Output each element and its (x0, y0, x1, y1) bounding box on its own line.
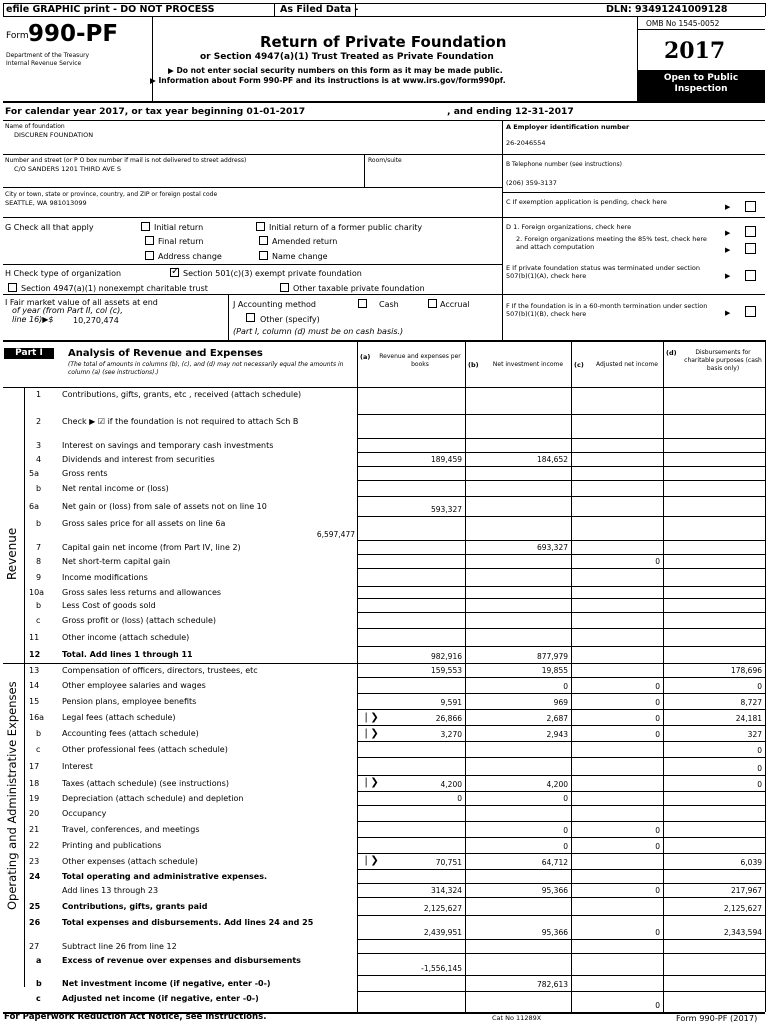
line-number: 13 (29, 665, 40, 675)
col-c-header: Adjusted net income (596, 361, 658, 368)
line-number: a (36, 956, 42, 965)
cash-basis-note: (Part I, column (d) must be on cash basis.) (233, 327, 404, 336)
line-label: Subtract line 26 from line 12 (62, 941, 177, 951)
i-fmv-label-3: line 16)▶$ (12, 315, 54, 324)
efile-banner: efile GRAPHIC print - DO NOT PROCESS (6, 4, 215, 15)
cell-col-a: 982,916 (430, 652, 462, 661)
line-label: Interest (62, 761, 93, 771)
cell-col-a: 2,125,627 (423, 904, 462, 913)
ein-label: A Employer identification number (506, 123, 630, 131)
street-label: Number and street (or P O box number if mail is not delivered to street address) (5, 157, 247, 164)
i-fmv-label-2: of year (from Part II, col (c), (12, 306, 123, 315)
line-label: Less Cost of goods sold (62, 600, 156, 610)
line-label: Gross profit or (loss) (attach schedule) (62, 615, 217, 625)
cell-col-b: 184,652 (536, 455, 568, 464)
open-to-public-badge: Open to Public Inspection (663, 73, 739, 94)
form-prefix: Form (6, 31, 29, 41)
form-title: Return of Private Foundation (260, 33, 507, 51)
other-taxable-label: Other taxable private foundation (293, 284, 425, 293)
cell-col-a: 3,270 (440, 730, 462, 739)
line-label: Excess of revenue over expenses and disbursements (62, 956, 301, 965)
line-label: Net short-term capital gain (62, 556, 171, 566)
cell-col-b: 2,943 (546, 730, 568, 739)
cell-col-b: 95,366 (541, 928, 568, 937)
calendar-year-line: For calendar year 2017, or tax year beginning 01-01-2017 (5, 106, 306, 117)
line-label: Other employee salaries and wages (62, 680, 206, 690)
cell-col-c: 0 (655, 557, 660, 566)
cell-col-a: -1,556,145 (421, 964, 462, 973)
d2-checkbox[interactable] (745, 243, 756, 254)
cell-col-a: 4,200 (440, 780, 462, 789)
line-number: 10a (29, 587, 45, 597)
col-b-tag: (b) (468, 361, 479, 369)
cell-col-d: 178,696 (730, 666, 762, 675)
line-number: b (36, 978, 42, 988)
line-label: Occupancy (62, 808, 107, 818)
line-number: 1 (36, 390, 42, 399)
line-label: Travel, conferences, and meetings (62, 824, 200, 834)
line-label: Other professional fees (attach schedule) (62, 744, 228, 754)
other-method-label: Other (specify) (260, 315, 320, 324)
cell-col-b: 877,979 (536, 652, 568, 661)
city-label: City or town, state or province, country, and ZIP or foreign postal code (5, 191, 218, 198)
j-accounting-label: J Accounting method (233, 300, 317, 309)
section-501c3-checkbox[interactable] (170, 268, 179, 277)
cell-col-d: 217,967 (730, 886, 762, 895)
col-a-header: Revenue and expenses per books (379, 353, 461, 368)
line-label: Total expenses and disbursements. Add lines 24 and 25 (62, 918, 314, 927)
phone-value: (206) 359-3137 (506, 179, 557, 187)
line-label: Other income (attach schedule) (62, 632, 190, 642)
line-label: Printing and publications (62, 840, 162, 850)
line-number: c (36, 744, 41, 754)
i-fmv-value: 10,270,474 (73, 316, 119, 325)
line-number: 6a (29, 501, 39, 511)
part1-note: (The total of amounts in columns (b), (c), and (d) may not necessarily equal the amounts in column (a) (see instructions).) (68, 361, 344, 376)
section-4947-checkbox[interactable] (8, 283, 17, 292)
cell-col-a: 26,866 (435, 714, 462, 723)
cell-col-b: 95,366 (541, 886, 568, 895)
other-taxable-checkbox[interactable] (280, 283, 289, 292)
address-change-checkbox[interactable] (145, 251, 154, 260)
f-60month-label: F If the foundation is in a 60-month termination under section 507(b)(1)(B), check here (506, 302, 708, 318)
line-number: 9 (36, 572, 42, 582)
accrual-checkbox[interactable] (428, 299, 437, 308)
amended-return-label: Amended return (272, 237, 338, 246)
cell-col-c: 0 (655, 698, 660, 707)
cell-col-d: 2,125,627 (723, 904, 762, 913)
i-fmv-label-1: I Fair market value of all assets at end (5, 298, 158, 307)
line-number: 2 (36, 417, 42, 426)
line-number: b (36, 519, 42, 528)
cell-col-a: 314,324 (430, 886, 462, 895)
line-number: 22 (29, 840, 40, 850)
cell-col-b: 693,327 (536, 543, 568, 552)
cell-col-d: 0 (757, 780, 762, 789)
line-label: Gross rents (62, 468, 108, 478)
line-number: 19 (29, 793, 40, 803)
line-label: Legal fees (attach schedule) (62, 712, 176, 722)
form-name: 990-PF (28, 21, 119, 47)
cell-col-a: 189,459 (430, 455, 462, 464)
line-label: Adjusted net income (if negative, enter -0-) (62, 994, 259, 1003)
foundation-name-label: Name of foundation (5, 123, 65, 130)
cash-label: Cash (379, 300, 399, 309)
line-label: Compensation of officers, directors, trustees, etc (62, 665, 258, 675)
line-label: Depreciation (attach schedule) and depletion (62, 793, 244, 803)
gross-sales-6b-value: 6,597,477 (316, 530, 355, 539)
line-label: Contributions, gifts, grants paid (62, 901, 208, 911)
cell-col-b: 0 (563, 682, 568, 691)
cell-col-b: 782,613 (536, 980, 568, 989)
line-number: b (36, 483, 42, 493)
cell-col-b: 0 (563, 794, 568, 803)
line-number: 18 (29, 778, 40, 788)
initial-return-former-label: Initial return of a former public charity (269, 223, 423, 232)
cell-col-d: 2,343,594 (723, 928, 762, 937)
attachment-icon[interactable]: ❘❯ (362, 712, 379, 723)
final-return-checkbox[interactable] (145, 236, 154, 245)
tax-year-ending: , and ending 12-31-2017 (447, 106, 574, 117)
line-number: 7 (36, 542, 42, 552)
cell-col-d: 24,181 (735, 714, 762, 723)
part1-title: Analysis of Revenue and Expenses (68, 348, 263, 359)
form-subtitle: or Section 4947(a)(1) Trust Treated as Private Foundation (200, 52, 494, 62)
form-footer-id: Form 990-PF (2017) (676, 1013, 758, 1023)
other-method-checkbox[interactable] (246, 313, 255, 322)
dept-treasury: Department of the Treasury (6, 52, 90, 59)
street-address: C/O SANDERS 1201 THIRD AVE S (14, 165, 122, 173)
line-label: Net rental income or (loss) (62, 483, 169, 493)
line-number: 23 (29, 856, 40, 866)
cell-col-b: 969 (553, 698, 568, 707)
col-c-tag: (c) (574, 361, 584, 369)
line-label: Capital gain net income (from Part IV, line 2) (62, 542, 241, 552)
cell-col-d: 0 (757, 682, 762, 691)
line-number: c (36, 994, 41, 1003)
attachment-icon[interactable]: ❘❯ (362, 728, 379, 739)
line-label: Net gain or (loss) from sale of assets not on line 10 (62, 501, 267, 511)
cell-col-b: 4,200 (546, 780, 568, 789)
part1-tag: Part I (4, 348, 54, 359)
line-number: 4 (36, 454, 42, 464)
cell-col-b: 64,712 (541, 858, 568, 867)
line-number: 15 (29, 696, 40, 706)
cell-col-c: 0 (655, 842, 660, 851)
cell-col-a: 70,751 (435, 858, 462, 867)
accrual-label: Accrual (440, 300, 470, 309)
line-number: 17 (29, 761, 40, 771)
cash-checkbox[interactable] (358, 299, 367, 308)
section-501c3-label: Section 501(c)(3) exempt private foundation (183, 269, 362, 278)
line-number: 3 (36, 440, 42, 450)
line-number: c (36, 615, 41, 625)
line-number: 11 (29, 632, 40, 642)
col-a-tag: (a) (360, 353, 371, 361)
cell-col-d: 8,727 (740, 698, 762, 707)
address-change-label: Address change (158, 252, 222, 261)
cell-col-d: 0 (757, 764, 762, 773)
g-check-label: G Check all that apply (5, 223, 94, 232)
info-note: ▶ Information about Form 990-PF and its instructions is at www.irs.gov/form990pf. (150, 76, 506, 85)
line-label: Total operating and administrative expenses. (62, 871, 267, 881)
cell-col-c: 0 (655, 730, 660, 739)
cell-col-c: 0 (655, 886, 660, 895)
attachment-icon[interactable]: ❘❯ (362, 777, 379, 788)
initial-return-checkbox[interactable] (141, 222, 150, 231)
col-b-header: Net investment income (492, 361, 564, 368)
ssn-note: ▶ Do not enter social security numbers on this form as it may be made public. (168, 66, 503, 75)
line-label: Contributions, gifts, grants, etc , received (attach schedule) (62, 390, 302, 399)
e-checkbox[interactable] (745, 270, 756, 281)
line-number: 21 (29, 824, 40, 834)
d1-label: D 1. Foreign organizations, check here (506, 223, 632, 231)
line-label: Taxes (attach schedule) (see instructions) (62, 778, 229, 788)
c-exemption-label: C If exemption application is pending, check here (506, 198, 667, 206)
paperwork-notice: For Paperwork Reduction Act Notice, see instructions. (4, 1012, 267, 1022)
as-filed-label: As Filed Data - (280, 4, 359, 15)
line-number: 12 (29, 650, 41, 659)
f-checkbox[interactable] (745, 306, 756, 317)
cell-col-b: 19,855 (541, 666, 568, 675)
cell-col-b: 2,687 (546, 714, 568, 723)
room-suite-label: Room/suite (368, 157, 402, 164)
expenses-section-label: Operating and Administrative Expenses (5, 681, 19, 910)
line-number: 26 (29, 918, 41, 927)
initial-return-former-checkbox[interactable] (256, 222, 265, 231)
line-label: Add lines 13 through 23 (62, 885, 159, 895)
line-label: Other expenses (attach schedule) (62, 856, 198, 866)
line-label: Income modifications (62, 572, 148, 582)
line-label: Dividends and interest from securities (62, 454, 215, 464)
cell-col-a: 593,327 (430, 505, 462, 514)
cell-col-d: 327 (747, 730, 762, 739)
phone-label: B Telephone number (see instructions) (506, 161, 622, 168)
line-number: 20 (29, 808, 40, 818)
cell-col-d: 6,039 (740, 858, 762, 867)
d2-label: 2. Foreign organizations meeting the 85% test, check here and attach computation (516, 235, 707, 251)
dln-number: DLN: 93491241009128 (606, 4, 728, 15)
final-return-label: Final return (158, 237, 204, 246)
line-label: Gross sales less returns and allowances (62, 587, 222, 597)
line-label: Check ▶ ☑ if the foundation is not required to attach Sch B (62, 417, 299, 426)
line-label: Accounting fees (attach schedule) (62, 728, 199, 738)
revenue-section-label: Revenue (5, 527, 19, 580)
foundation-name: DISCUREN FOUNDATION (14, 131, 94, 139)
cell-col-a: 159,553 (430, 666, 462, 675)
e-terminated-label: E If private foundation status was terminated under section 507(b)(1)(A), check here (506, 264, 701, 280)
omb-number: OMB No 1545-0052 (646, 19, 720, 28)
line-label: Total. Add lines 1 through 11 (62, 650, 193, 659)
line-number: 14 (29, 680, 40, 690)
line-number: 8 (36, 556, 42, 566)
line-number: 25 (29, 901, 41, 911)
cell-col-b: 0 (563, 826, 568, 835)
cell-col-a: 9,591 (440, 698, 462, 707)
line-label: Interest on savings and temporary cash investments (62, 440, 274, 450)
cell-col-a: 0 (457, 794, 462, 803)
initial-return-label: Initial return (154, 223, 204, 232)
cell-col-c: 0 (655, 1001, 660, 1010)
tax-year: 2017 (664, 38, 726, 64)
name-change-label: Name change (272, 252, 328, 261)
line-label: Pension plans, employee benefits (62, 696, 197, 706)
cell-col-d: 0 (757, 746, 762, 755)
cell-col-c: 0 (655, 682, 660, 691)
cell-col-b: 0 (563, 842, 568, 851)
cell-col-c: 0 (655, 826, 660, 835)
line-number: b (36, 728, 42, 738)
cell-col-c: 0 (655, 928, 660, 937)
attachment-icon[interactable]: ❘❯ (362, 855, 379, 866)
d1-checkbox[interactable] (745, 226, 756, 237)
name-change-checkbox[interactable] (259, 251, 268, 260)
cat-number: Cat No 11289X (492, 1014, 542, 1022)
line-number: b (36, 600, 42, 610)
section-4947-label: Section 4947(a)(1) nonexempt charitable trust (21, 284, 208, 293)
cell-col-a: 2,439,951 (423, 928, 462, 937)
c-exemption-checkbox[interactable] (745, 201, 756, 212)
h-type-label: H Check type of organization (5, 269, 122, 278)
col-d-tag: (d) (666, 349, 677, 357)
amended-return-checkbox[interactable] (259, 236, 268, 245)
line-number: 27 (29, 941, 40, 951)
col-d-header: Disbursements for charitable purposes (cash basis only) (684, 349, 762, 372)
line-number: 24 (29, 871, 41, 881)
city-value: SEATTLE, WA 981013099 (5, 199, 87, 207)
line-label: Net investment income (if negative, enter -0-) (62, 978, 271, 988)
line-label: Gross sales price for all assets on line 6a (62, 519, 226, 528)
cell-col-c: 0 (655, 714, 660, 723)
line-number: 5a (29, 468, 39, 478)
ein-value: 26-2046554 (506, 139, 546, 147)
dept-irs: Internal Revenue Service (6, 60, 82, 67)
line-number: 16a (29, 712, 45, 722)
